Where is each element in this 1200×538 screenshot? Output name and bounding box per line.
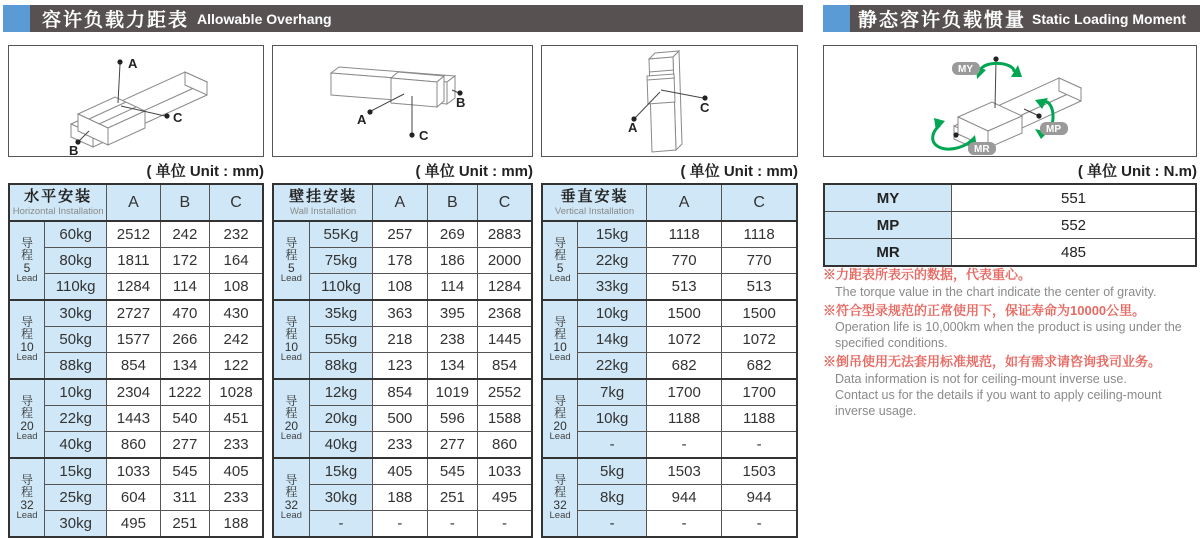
value-cell: 188	[210, 511, 263, 538]
table-row	[273, 485, 532, 511]
point-c-label: C	[700, 100, 710, 115]
weight-cell: 110kg	[45, 274, 107, 301]
value-cell: 770	[647, 248, 722, 274]
vertical-mount-diagram	[541, 45, 798, 157]
table-row	[542, 406, 797, 432]
point-a-label: A	[628, 120, 638, 135]
table-row	[273, 248, 532, 274]
section-title-zh: 静态容许负载惯量	[858, 10, 1027, 31]
point-c-dot	[409, 132, 414, 137]
table-row	[273, 379, 532, 406]
value-cell: 1500	[722, 300, 797, 327]
point-a-dot	[117, 59, 122, 64]
my-label: MY	[958, 64, 973, 75]
lead-cell: 导 程 20 Lead	[9, 379, 45, 458]
point-b-label: B	[456, 95, 466, 110]
point-c-label: C	[173, 110, 183, 125]
value-cell: 186	[427, 248, 478, 274]
value-cell: 311	[160, 485, 210, 511]
point-b-label: B	[69, 143, 79, 156]
value-cell: 1577	[107, 327, 160, 353]
weight-cell: 15kg	[45, 458, 107, 485]
table-row	[542, 485, 797, 511]
value-cell: 108	[373, 274, 427, 301]
value-cell: 233	[210, 485, 263, 511]
value-cell: 2000	[478, 248, 532, 274]
table-row	[273, 432, 532, 459]
table-row	[9, 485, 263, 511]
value-cell: 277	[427, 432, 478, 459]
lead-cell: 导 程 10 Lead	[9, 300, 45, 379]
note-en: Data information is not for ceiling-mount inverse use.	[835, 371, 1127, 386]
value-cell: 164	[210, 248, 263, 274]
weight-cell: 110kg	[309, 274, 372, 301]
slider-front-face	[391, 78, 437, 107]
column-header-b: B	[160, 184, 210, 221]
column-header-c: C	[722, 184, 797, 221]
value-cell: 495	[107, 511, 160, 538]
value-cell: 269	[427, 221, 478, 248]
my-arrow	[980, 63, 1014, 74]
value-cell: 218	[373, 327, 427, 353]
value-cell: 513	[722, 274, 797, 301]
horizontal-mount-diagram	[8, 45, 264, 157]
value-cell: 495	[478, 485, 532, 511]
horizontal-mount-drawing	[9, 46, 263, 156]
table-row	[273, 406, 532, 432]
weight-cell: 15kg	[309, 458, 372, 485]
value-cell: 242	[160, 221, 210, 248]
value-cell: 854	[107, 353, 160, 380]
lead-cell: 导 程 5 Lead	[9, 221, 45, 300]
value-cell: 1284	[478, 274, 532, 301]
value-cell: 854	[373, 379, 427, 406]
table-row	[9, 458, 263, 485]
weight-cell: 30kg	[309, 485, 372, 511]
value-cell: 266	[160, 327, 210, 353]
weight-cell: 55Kg	[309, 221, 372, 248]
value-cell: 232	[210, 221, 263, 248]
horizontal-installation-table	[8, 183, 264, 538]
moment-label: MR	[824, 239, 952, 267]
value-cell: 2727	[107, 300, 160, 327]
value-cell: -	[478, 511, 532, 538]
section-title-zh: 容许负载力距表	[42, 10, 190, 31]
value-cell: 114	[160, 274, 210, 301]
value-cell: 122	[210, 353, 263, 380]
value-cell: 114	[427, 274, 478, 301]
weight-cell: 88kg	[45, 353, 107, 380]
value-cell: -	[647, 432, 722, 459]
value-cell: 596	[427, 406, 478, 432]
value-cell: 178	[373, 248, 427, 274]
value-cell: 134	[160, 353, 210, 380]
value-cell: 108	[210, 274, 263, 301]
weight-cell: 80kg	[45, 248, 107, 274]
value-cell: 242	[210, 327, 263, 353]
value-cell: 134	[427, 353, 478, 380]
column-header-a: A	[107, 184, 160, 221]
weight-cell: 40kg	[45, 432, 107, 459]
moment-label: MY	[824, 184, 952, 212]
lead-cell: 导 程 20 Lead	[542, 379, 578, 458]
moment-row	[824, 239, 1196, 267]
value-cell: 277	[160, 432, 210, 459]
table-title	[273, 184, 373, 221]
notes-block	[823, 264, 1200, 419]
value-cell: 1072	[647, 327, 722, 353]
value-cell: 854	[478, 353, 532, 380]
value-cell: 363	[373, 300, 427, 327]
value-cell: 251	[160, 511, 210, 538]
value-cell: 1700	[722, 379, 797, 406]
value-cell: 2552	[478, 379, 532, 406]
table-row	[9, 274, 263, 301]
table-title-zh: 垂直安装	[560, 188, 629, 205]
weight-cell: 10kg	[578, 406, 647, 432]
table-row	[542, 274, 797, 301]
table-row	[542, 221, 797, 248]
note-en: Contact us for the details if you want to apply ceiling-mount	[835, 387, 1162, 402]
weight-cell: -	[309, 511, 372, 538]
table-row	[9, 248, 263, 274]
unit-label-mm: ( 单位 Unit : mm)	[146, 163, 264, 180]
lead-cell: 导 程 32 Lead	[273, 458, 309, 537]
table-row	[542, 511, 797, 538]
point-a-label: A	[128, 56, 138, 71]
static-moment-drawing	[824, 46, 1196, 156]
weight-cell: 88kg	[309, 353, 372, 380]
weight-cell: 8kg	[578, 485, 647, 511]
value-cell: 1033	[478, 458, 532, 485]
value-cell: 770	[722, 248, 797, 274]
weight-cell: 35kg	[309, 300, 372, 327]
table-row	[273, 327, 532, 353]
table-title	[9, 184, 107, 221]
value-cell: 1443	[107, 406, 160, 432]
table-row	[542, 379, 797, 406]
table-title-en: Horizontal Installation	[12, 205, 104, 217]
weight-cell: 40kg	[309, 432, 372, 459]
wall-mount-drawing	[273, 46, 532, 156]
weight-cell: 30kg	[45, 511, 107, 538]
table-row	[9, 221, 263, 248]
table-row	[273, 221, 532, 248]
point-c-label: C	[419, 128, 429, 143]
value-cell: 1028	[210, 379, 263, 406]
value-cell: 682	[722, 353, 797, 380]
value-cell: 1072	[722, 327, 797, 353]
table-row	[9, 327, 263, 353]
moment-value: 552	[952, 212, 1197, 239]
value-cell: 1019	[427, 379, 478, 406]
value-cell: 2883	[478, 221, 532, 248]
weight-cell: 22kg	[578, 248, 647, 274]
weight-cell: 22kg	[45, 406, 107, 432]
value-cell: 1118	[722, 221, 797, 248]
accent-square-icon	[823, 5, 850, 32]
value-cell: 123	[373, 353, 427, 380]
weight-cell: 10kg	[578, 300, 647, 327]
lead-cell: 导 程 5 Lead	[273, 221, 309, 300]
value-cell: 2304	[107, 379, 160, 406]
section-title-en: Allowable Overhang	[197, 10, 332, 27]
weight-cell: 22kg	[578, 353, 647, 380]
unit-label-mm: ( 单位 Unit : mm)	[415, 163, 533, 180]
weight-cell: 60kg	[45, 221, 107, 248]
value-cell: 1811	[107, 248, 160, 274]
value-cell: -	[722, 432, 797, 459]
table-row	[273, 274, 532, 301]
table-row	[273, 300, 532, 327]
table-row	[9, 406, 263, 432]
moment-row	[824, 212, 1196, 239]
section-title-en: Static Loading Moment	[1032, 10, 1187, 27]
value-cell: 1188	[647, 406, 722, 432]
value-cell: -	[722, 511, 797, 538]
column-header-c: C	[210, 184, 263, 221]
value-cell: 1503	[722, 458, 797, 485]
note-en: Operation life is 10,000km when the product is using under the	[835, 320, 1182, 335]
table-row	[273, 353, 532, 380]
weight-cell: 5kg	[578, 458, 647, 485]
mr-label: MR	[974, 144, 990, 155]
value-cell: 1700	[647, 379, 722, 406]
weight-cell: -	[578, 432, 647, 459]
column-header-a: A	[647, 184, 722, 221]
value-cell: 682	[647, 353, 722, 380]
value-cell: 1503	[647, 458, 722, 485]
column-header-a: A	[373, 184, 427, 221]
wall-mount-diagram	[272, 45, 533, 157]
value-cell: 233	[373, 432, 427, 459]
static-loading-titlebar	[850, 5, 1200, 32]
value-cell: 545	[160, 458, 210, 485]
value-cell: 1445	[478, 327, 532, 353]
value-cell: 172	[160, 248, 210, 274]
weight-cell: -	[578, 511, 647, 538]
my-axis-dot	[993, 56, 998, 61]
value-cell: 238	[427, 327, 478, 353]
weight-cell: 25kg	[45, 485, 107, 511]
value-cell: 2512	[107, 221, 160, 248]
table-row	[273, 511, 532, 538]
vertical-mount-drawing	[542, 46, 797, 156]
table-title	[542, 184, 647, 221]
note-zh: ※倒吊使用无法套用标准规范，如有需求请咨询我司业务。	[823, 354, 1162, 370]
value-cell: 944	[647, 485, 722, 511]
moment-label: MP	[824, 212, 952, 239]
weight-cell: 7kg	[578, 379, 647, 406]
point-c-dot	[164, 113, 169, 118]
value-cell: 1500	[647, 300, 722, 327]
value-cell: 1118	[647, 221, 722, 248]
table-row	[542, 458, 797, 485]
point-a-label: A	[357, 112, 367, 127]
allowable-overhang-titlebar	[30, 5, 803, 32]
value-cell: 1284	[107, 274, 160, 301]
table-row	[542, 248, 797, 274]
lead-cell: 导 程 10 Lead	[542, 300, 578, 379]
weight-cell: 10kg	[45, 379, 107, 406]
note-en: inverse usage.	[835, 403, 917, 418]
accent-square-icon	[3, 5, 30, 32]
lead-cell: 导 程 20 Lead	[273, 379, 309, 458]
table-title-zh: 水平安装	[24, 188, 93, 205]
table-row	[9, 511, 263, 538]
value-cell: 1222	[160, 379, 210, 406]
note-zh: ※符合型录规范的正常使用下，保证寿命为10000公里。	[823, 302, 1146, 318]
weight-cell: 12kg	[309, 379, 372, 406]
lead-cell: 导 程 5 Lead	[542, 221, 578, 300]
value-cell: 395	[427, 300, 478, 327]
value-cell: 430	[210, 300, 263, 327]
mp-label: MP	[1046, 124, 1061, 135]
value-cell: 1188	[722, 406, 797, 432]
value-cell: -	[427, 511, 478, 538]
mr-axis-dot	[953, 132, 958, 137]
value-cell: 257	[373, 221, 427, 248]
lead-cell: 导 程 32 Lead	[9, 458, 45, 537]
value-cell: -	[647, 511, 722, 538]
value-cell: 188	[373, 485, 427, 511]
weight-cell: 15kg	[578, 221, 647, 248]
table-title-en: Wall Installation	[290, 205, 357, 217]
table-title-zh: 壁挂安装	[289, 188, 358, 205]
value-cell: 860	[107, 432, 160, 459]
value-cell: 1588	[478, 406, 532, 432]
allowable-overhang-header	[3, 5, 803, 32]
moment-value: 485	[952, 239, 1197, 267]
value-cell: 2368	[478, 300, 532, 327]
note-zh: ※力距表所表示的数据，代表重心。	[823, 267, 1032, 282]
table-row	[273, 458, 532, 485]
column-header-c: C	[478, 184, 532, 221]
wall-installation-table	[272, 183, 533, 538]
weight-cell: 20kg	[309, 406, 372, 432]
value-cell: 500	[373, 406, 427, 432]
weight-cell: 50kg	[45, 327, 107, 353]
note-en: The torque value in the chart indicate the center of gravity.	[835, 284, 1157, 299]
table-row	[9, 379, 263, 406]
value-cell: 470	[160, 300, 210, 327]
table-row	[542, 327, 797, 353]
table-row	[9, 300, 263, 327]
table-row	[9, 432, 263, 459]
value-cell: 545	[427, 458, 478, 485]
column-header-b: B	[427, 184, 478, 221]
point-a-dot	[367, 109, 372, 114]
static-moment-diagram	[823, 45, 1197, 157]
value-cell: 405	[373, 458, 427, 485]
table-row	[9, 353, 263, 380]
weight-cell: 75kg	[309, 248, 372, 274]
moment-row	[824, 184, 1196, 212]
table-row	[542, 432, 797, 459]
slider-end-face	[437, 76, 444, 107]
table-title-en: Vertical Installation	[554, 205, 635, 217]
lead-cell: 导 程 32 Lead	[542, 458, 578, 537]
weight-cell: 55kg	[309, 327, 372, 353]
value-cell: 251	[427, 485, 478, 511]
unit-label-mm: ( 单位 Unit : mm)	[680, 163, 798, 180]
static-moment-table	[823, 183, 1197, 267]
value-cell: -	[373, 511, 427, 538]
table-row	[542, 300, 797, 327]
value-cell: 513	[647, 274, 722, 301]
static-loading-moment-header	[823, 5, 1200, 32]
value-cell: 860	[478, 432, 532, 459]
weight-cell: 33kg	[578, 274, 647, 301]
value-cell: 233	[210, 432, 263, 459]
note-en: specified conditions.	[835, 336, 948, 351]
value-cell: 1033	[107, 458, 160, 485]
value-cell: 540	[160, 406, 210, 432]
value-cell: 944	[722, 485, 797, 511]
weight-cell: 30kg	[45, 300, 107, 327]
moment-value: 551	[952, 184, 1197, 212]
value-cell: 451	[210, 406, 263, 432]
lead-cell: 导 程 10 Lead	[273, 300, 309, 379]
value-cell: 405	[210, 458, 263, 485]
value-cell: 604	[107, 485, 160, 511]
mp-axis-dot	[1036, 113, 1041, 118]
vertical-installation-table	[541, 183, 798, 538]
weight-cell: 14kg	[578, 327, 647, 353]
table-row	[542, 353, 797, 380]
unit-label-nm: ( 单位 Unit : N.m)	[1077, 163, 1197, 180]
